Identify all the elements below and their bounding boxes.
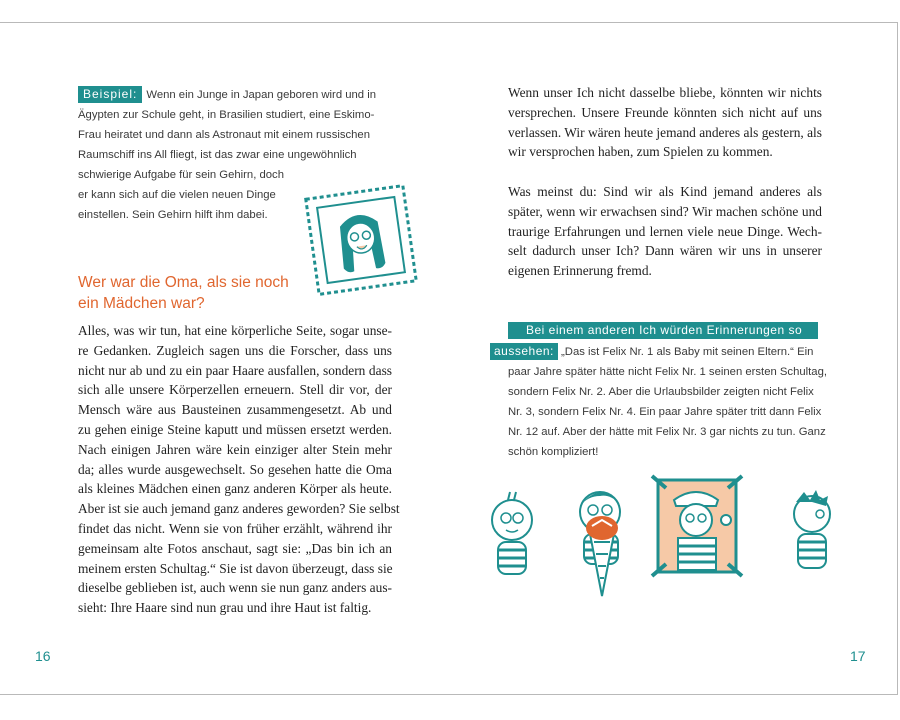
text-line: wir versprochen haben, zum Spielen zu kommen. xyxy=(508,144,773,160)
text-line: nicht nur ab und zu ein paar Haare ausfallen, sondern dass xyxy=(78,362,392,378)
text-line: re Gedanken. Zugleich sagen uns die Forscher, dass uns xyxy=(78,342,392,358)
example-line: Raumschiff ins All fliegt, ist das zwar eine ungewöhnlich xyxy=(78,149,357,161)
section-heading: Wer war die Oma, als sie noch ein Mädchen war? xyxy=(78,274,289,312)
example-line: er kann sich auf die vielen neuen Dinge xyxy=(78,189,276,201)
text-line: Wenn unser Ich nicht dasselbe bliebe, könnten wir nichts xyxy=(508,85,822,100)
text-line: meinem ersten Schultag.“ Sie ist davon überzeugt, dass sie xyxy=(78,560,393,576)
boy-figure-1 xyxy=(492,492,532,574)
text-line: sieht: Ihre Haare sind nun grau und ihre Haut ist faltig. xyxy=(78,600,372,616)
example-line: einstellen. Sein Gehirn hilft ihm dabei. xyxy=(78,209,268,221)
boy-figure-2 xyxy=(580,492,620,596)
text-line: findet das nicht. Wenn sie von früher erzählt, während ihr xyxy=(78,520,392,536)
text-line: traurige Erfahrungen und lernen viele neue Dinge. Wech- xyxy=(508,223,822,239)
text-line: Mensch wäre aus Bausteinen zusammengesetzt. Ab und xyxy=(78,402,392,418)
text-line: sich alle unsere Körperzellen erneuern. Stell dir vor, der xyxy=(78,382,392,398)
box-line: Nr. 12 auf. Aber der hätte mit Felix Nr. 3 gar nichts zu tun. Ganz xyxy=(508,426,826,438)
stamp-portrait-illustration xyxy=(298,180,424,300)
box-line: sondern Felix Nr. 2. Aber die Urlaubsbilder zeigten nicht Felix xyxy=(508,386,814,398)
box-line-2: aussehen: „Das ist Felix Nr. 1 als Baby mit seinen Eltern.“ Ein xyxy=(490,341,850,362)
box-tag-line-2: aussehen: xyxy=(490,343,558,360)
right-paragraph-2 xyxy=(508,182,822,281)
text-line: zu gehen einige Steine kaputt und müssen ersetzt werden. xyxy=(78,421,392,437)
text-line: als kleines Mädchen einen ganz anderen Körper als heute. xyxy=(78,481,392,497)
box-line: Nr. 3, sondern Felix Nr. 4. Ein paar Jahre später tritt dann Felix xyxy=(508,406,822,418)
page-number-left: 16 xyxy=(35,648,51,664)
example-line: Frau heiratet und dann als Astronaut mit einem russischen xyxy=(78,129,370,141)
box-tag-line-1: Bei einem anderen Ich würden Erinnerungen so xyxy=(508,322,818,339)
text-line: verlassen. Wir wären heute jemand anderes als gestern, als xyxy=(508,124,822,140)
felix-illustrations xyxy=(482,470,842,610)
text-line: Was meinst du: Sind wir als Kind jemand anderes als xyxy=(508,184,822,199)
page-number-right: 17 xyxy=(850,648,866,664)
example-line: schwierige Aufgabe für sein Gehirn, doch xyxy=(78,169,284,181)
box-line-1 xyxy=(490,320,850,341)
text-line: Nach einigen Jahren wäre kein einziger alter Stein mehr xyxy=(78,441,392,457)
text-line: eigenen Erinnerung fremd. xyxy=(508,263,652,279)
left-body-paragraph xyxy=(78,321,400,618)
text-line: Aber ist sie auch jemand ganz anderes geworden? Sie selbst xyxy=(78,501,400,517)
text-line: gemeinsam alte Fotos anschaut, sagt sie: „Das bin ich an xyxy=(78,540,392,556)
example-tag: Beispiel: xyxy=(78,86,142,103)
framed-photo-figure xyxy=(652,476,742,576)
text-line: dieselbe geblieben ist, auch wenn sie nun ganz anders aus- xyxy=(78,580,392,596)
box-line: paar Jahre später hätte nicht Felix Nr. 1 seinen ersten Schultag, xyxy=(508,366,827,378)
text-line: Alles, was wir tun, hat eine körperliche Seite, sogar unse- xyxy=(78,323,392,338)
box-line: schön kompliziert! xyxy=(508,446,599,458)
example-line-1: Beispiel: Wenn ein Junge in Japan geboren wird und in xyxy=(78,84,398,105)
memory-example-box xyxy=(490,320,850,462)
right-paragraph-1 xyxy=(508,83,822,162)
text-line: selt dadurch unser Ich? Dann wären wir uns in unserer xyxy=(508,243,822,259)
text-line: später, wenn wir erwachsen sind? Wir machen schöne und xyxy=(508,203,822,219)
boy-figure-4 xyxy=(794,490,830,568)
text-line: versprechen. Unsere Freunde könnten sich nicht auf uns xyxy=(508,104,822,120)
example-line: Ägypten zur Schule geht, in Brasilien studiert, eine Eskimo- xyxy=(78,109,375,121)
text-line: da; alles wurde ausgewechselt. So gesehen hatte die Oma xyxy=(78,461,392,477)
